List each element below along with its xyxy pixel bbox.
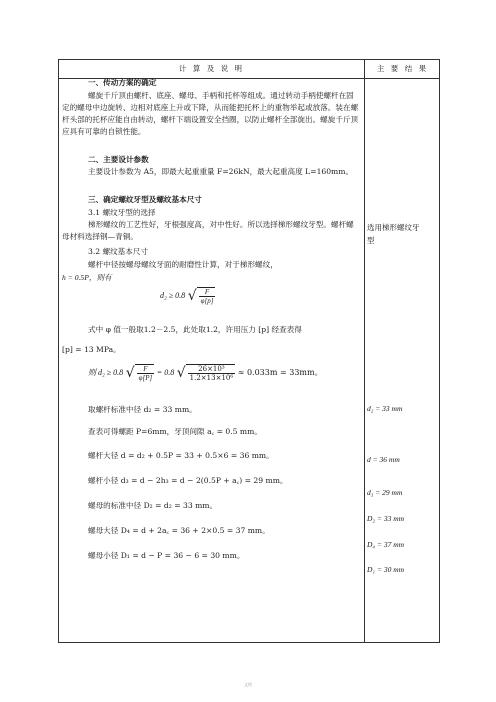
formula-2-lhs: 则 d₂ ≥ 0.8 [88, 368, 124, 377]
formula-2-radicand-1 [135, 364, 155, 382]
result-d: d = 36 mm [367, 455, 400, 464]
result-D1: D₁ = 30 mm [367, 565, 405, 574]
formula-1-fraction [199, 288, 216, 305]
sqrt-symbol: √ [125, 365, 135, 381]
standard-pitch-diameter: 取螺杆标准中径 d₂ = 33 mm。 [88, 405, 197, 414]
result-D4: D₄ = 37 mm [367, 540, 405, 549]
column-divider [364, 60, 365, 642]
sqrt-symbol: √ [176, 365, 186, 381]
result-D2: D₂ = 33 mm [367, 514, 405, 523]
header-main-results: 主 要 结 果 [376, 64, 429, 73]
pitch-and-clearance: 查表可得螺距 P=6mm，牙顶间隙 a꜀ = 0.5 mm。 [88, 427, 262, 436]
formula-2-numerator-2: 26×10³ [188, 365, 235, 374]
screw-minor-diameter: 螺杆小径 d₃ = d − 2h₃ = d − 2(0.5P + a꜀) = 29 mm。 [88, 476, 288, 485]
subsection-3-2-text-a: 螺杆中径按螺母螺纹牙面的耐磨性计算，对于梯形螺纹， [88, 260, 278, 269]
formula-2-fraction-2 [188, 365, 235, 382]
result-d3: d₃ = 29 mm [367, 488, 403, 497]
formula-1-numerator: F [199, 288, 216, 297]
result-thread-type-line-2: 型 [367, 236, 375, 245]
section-1-title: 一、传动方案的确定 [88, 78, 157, 87]
nut-major-diameter: 螺母大径 D₄ = d + 2a꜀ = 36 + 2×0.5 = 37 mm。 [88, 526, 270, 535]
formula-d2-calculation [88, 364, 323, 382]
nut-pitch-diameter: 螺母的标准中径 D₂ = d₂ = 33 mm。 [88, 501, 218, 510]
sqrt-symbol: √ [187, 288, 197, 304]
subsection-3-1-paragraph: 梯形螺纹的工艺性好，牙根强度高，对中性好。所以选择梯形螺纹牙型。螺杆螺母材料选择钢—青铜。 [62, 220, 354, 241]
subsection-3-1-title: 3.1 螺纹牙型的选择 [88, 208, 156, 217]
formula-2-result: ≈ 0.033m = 33mm。 [237, 368, 323, 377]
formula-2-denominator-2: 1.2×13×10⁶ [189, 374, 234, 382]
page-footer: 文档 [244, 682, 252, 687]
nut-minor-diameter: 螺母小径 D₁ = d − P = 36 − 6 = 30 mm。 [88, 551, 245, 560]
section-2-paragraph: 主要设计参数为 A5，即最大起重重量 F=26kN，最大起重高度 L=160mm。 [88, 167, 354, 176]
result-thread-type-line-1: 选用梯形螺纹牙 [367, 223, 420, 232]
section-1-paragraph: 螺旋千斤顶由螺杆、底座、螺母、手柄和托杯等组成。通过转动手柄使螺杆在固定的螺母中边旋转、边相对底座上升或下降，从而能把托杯上的重物举起或放落。装在螺杆头部的托杯应能自由转动，螺杆下端设置安全挡圈，以防止螺杆全部旋出。螺旋千斤顶应具有可靠的自锁性能。 [62, 91, 359, 136]
formula-2-numerator-1: F [137, 365, 155, 374]
section-2-title: 二、主要设计参数 [88, 155, 149, 164]
header-calc-explanation: 计 算 及 说 明 [178, 64, 245, 73]
subsection-3-2-text-b: h = 0.5P，则有 [62, 273, 112, 282]
formula-1-radicand [197, 287, 216, 305]
screw-major-diameter: 螺杆大径 d = d₂ + 0.5P = 33 + 0.5×6 = 36 mm。 [88, 451, 274, 460]
subsection-3-2-title: 3.2 螺纹基本尺寸 [88, 247, 149, 256]
formula-1-denominator: φ[p] [200, 297, 214, 305]
formula-2-denominator-1: φ[P] [138, 374, 153, 382]
section-3-title: 三、确定螺纹牙型及螺纹基本尺寸 [88, 195, 202, 204]
formula-d2-inequality [160, 287, 215, 305]
formula-1-lhs: d₂ ≥ 0.8 [160, 291, 186, 300]
allowable-pressure: [p] = 13 MPa。 [62, 345, 121, 354]
formula-2-middle: = 0.8 [156, 368, 175, 377]
formula-2-fraction-1 [137, 365, 155, 382]
formula-2-radicand-2 [186, 364, 235, 382]
result-d2: d₂ = 33 mm [367, 404, 403, 413]
phi-explanation: 式中 φ 值一般取1.2－2.5，此处取1.2，许用压力 [p] 经查表得 [88, 325, 302, 334]
